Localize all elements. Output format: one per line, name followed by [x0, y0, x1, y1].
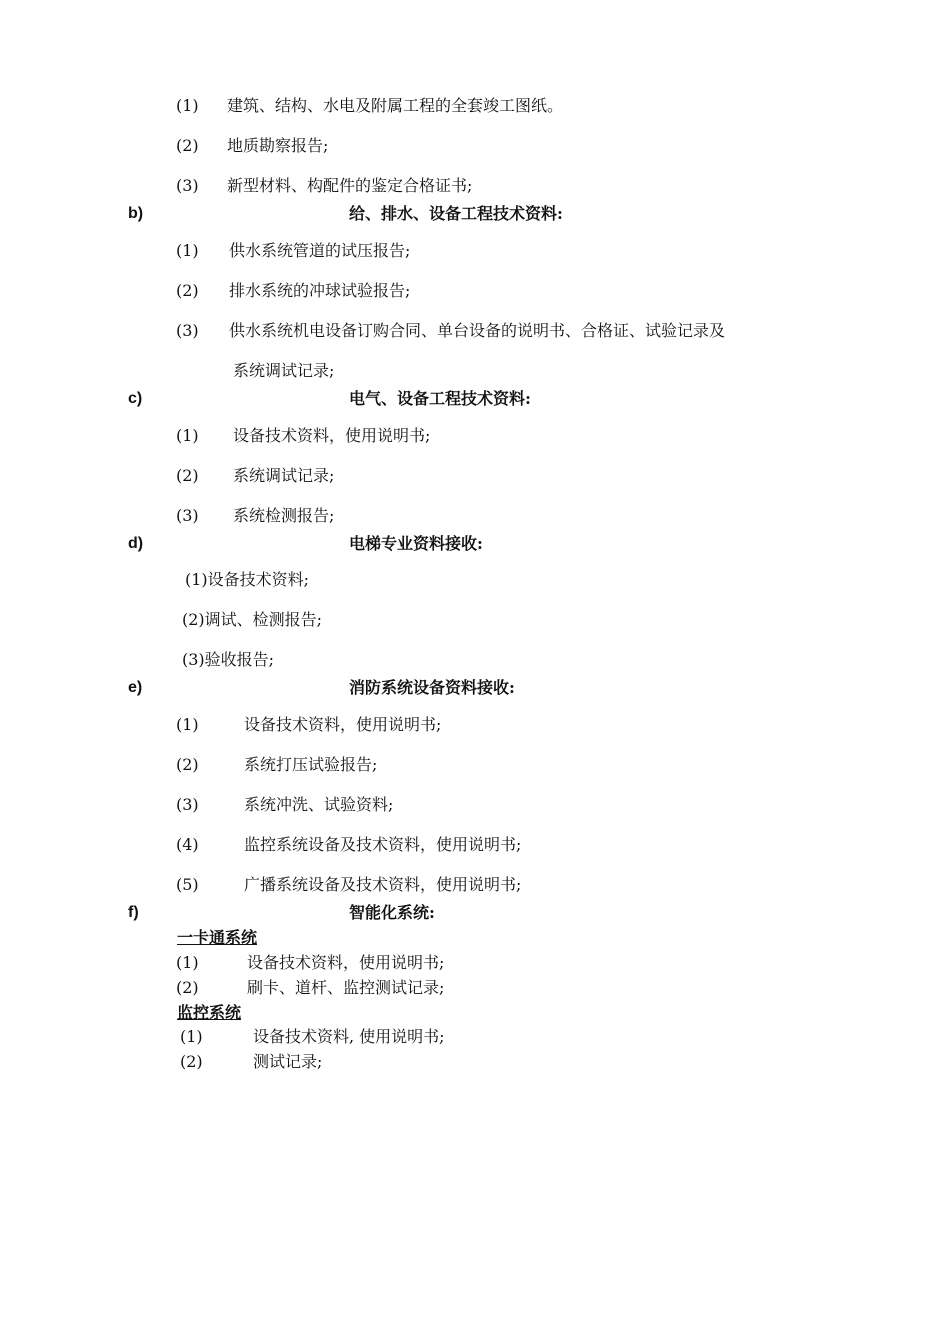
- item-text: 建筑、结构、水电及附属工程的全套竣工图纸。: [227, 96, 564, 115]
- item-text-continuation: 系统调试记录;: [233, 361, 335, 380]
- item-text: 系统打压试验报告;: [244, 755, 378, 774]
- item-number: (3): [176, 795, 199, 814]
- item-text: 系统检测报告;: [233, 506, 335, 525]
- item-number: (5): [176, 875, 199, 894]
- item-text: (1)设备技术资料;: [185, 570, 310, 589]
- item-number: (2): [180, 1052, 203, 1071]
- section-title: 电梯专业资料接收:: [349, 534, 483, 553]
- item-text: (3)验收报告;: [182, 650, 275, 669]
- item-text: 监控系统设备及技术资料，使用说明书;: [244, 835, 522, 854]
- item-text: 测试记录;: [253, 1052, 323, 1071]
- section-letter: d): [128, 535, 144, 552]
- item-text: 供水系统管道的试压报告;: [229, 241, 411, 260]
- item-number: (1): [176, 715, 199, 734]
- item-text: (2)调试、检测报告;: [182, 610, 323, 629]
- item-text: 排水系统的冲球试验报告;: [229, 281, 411, 300]
- item-text: 新型材料、构配件的鉴定合格证书;: [227, 176, 473, 195]
- item-number: (1): [176, 953, 199, 972]
- item-number: (3): [176, 321, 199, 340]
- item-number: (1): [180, 1027, 203, 1046]
- item-text: 供水系统机电设备订购合同、单台设备的说明书、合格证、试验记录及: [229, 321, 726, 340]
- item-text: 设备技术资料，使用说明书;: [247, 953, 445, 972]
- section-letter: c): [128, 390, 143, 407]
- item-text: 刷卡、道杆、监控测试记录;: [247, 978, 445, 997]
- section-title: 消防系统设备资料接收:: [349, 678, 515, 697]
- item-number: (2): [176, 466, 199, 485]
- item-number: (3): [176, 506, 199, 525]
- item-text: 设备技术资料，使用说明书;: [233, 426, 431, 445]
- section-letter: b): [128, 205, 144, 222]
- subsection-heading: 一卡通系统: [177, 928, 258, 947]
- subsection-heading: 监控系统: [177, 1003, 242, 1022]
- section-title: 电气、设备工程技术资料:: [349, 389, 531, 408]
- item-number: (4): [176, 835, 199, 854]
- section-letter: f): [128, 904, 139, 921]
- item-text: 系统调试记录;: [233, 466, 335, 485]
- section-title: 智能化系统:: [349, 903, 435, 922]
- section-letter: e): [128, 679, 143, 696]
- item-text: 广播系统设备及技术资料，使用说明书;: [244, 875, 522, 894]
- item-number: (1): [176, 426, 199, 445]
- item-number: (2): [176, 755, 199, 774]
- item-number: (2): [176, 136, 199, 155]
- item-number: (2): [176, 281, 199, 300]
- item-text: 设备技术资料，使用说明书;: [244, 715, 442, 734]
- item-number: (1): [176, 96, 199, 115]
- item-number: (3): [176, 176, 199, 195]
- section-title: 给、排水、设备工程技术资料:: [349, 204, 563, 223]
- item-number: (2): [176, 978, 199, 997]
- item-text: 设备技术资料, 使用说明书;: [253, 1027, 445, 1046]
- item-number: (1): [176, 241, 199, 260]
- item-text: 系统冲洗、试验资料;: [244, 795, 394, 814]
- item-text: 地质勘察报告;: [227, 136, 329, 155]
